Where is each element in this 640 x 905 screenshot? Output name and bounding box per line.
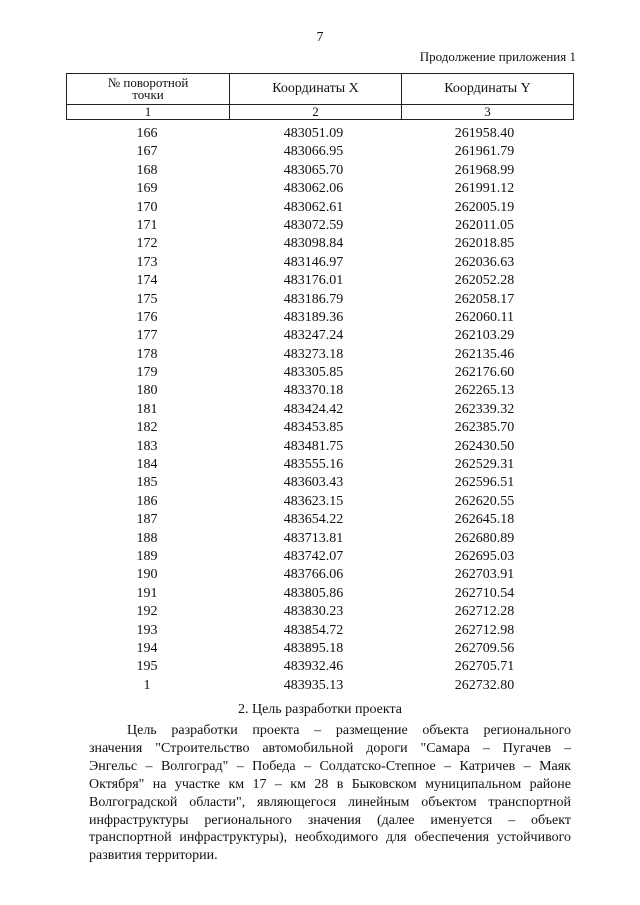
table-row — [66, 566, 570, 584]
table-row — [66, 530, 570, 548]
table-row — [66, 438, 570, 456]
point-number-cell: 173 — [136, 254, 158, 270]
page-number: 7 — [316, 30, 324, 45]
paragraph-line: транспортной инфраструктуры), необходимого для обеспечения устойчивого — [89, 830, 571, 846]
coordinate-x-cell: 483766.06 — [283, 567, 344, 583]
point-number-cell: 168 — [136, 162, 158, 178]
point-number-cell: 171 — [136, 217, 158, 233]
coordinate-x-cell: 483370.18 — [283, 383, 344, 399]
paragraph-line: развития территории. — [89, 848, 218, 864]
coordinate-y-cell: 262005.19 — [454, 199, 515, 215]
coordinate-x-cell: 483713.81 — [283, 530, 344, 546]
coordinate-y-cell: 261991.12 — [454, 181, 515, 197]
table-row — [66, 143, 570, 161]
coordinate-y-cell: 262712.98 — [454, 622, 515, 638]
coordinate-x-cell: 483805.86 — [283, 585, 344, 601]
table-row — [66, 493, 570, 511]
point-number-cell: 175 — [136, 291, 158, 307]
coordinates-table-body — [66, 125, 570, 695]
coordinate-x-cell: 483062.06 — [283, 181, 344, 197]
coordinate-x-cell: 483189.36 — [283, 309, 344, 325]
coordinate-y-cell: 262620.55 — [454, 493, 515, 509]
table-row — [66, 401, 570, 419]
paragraph-line: Октября" на участке км 17 – км 28 в Быковском муниципальном районе — [89, 776, 571, 792]
table-row — [66, 235, 570, 253]
coordinate-x-cell: 483654.22 — [283, 512, 344, 528]
table-row — [66, 254, 570, 272]
coordinate-y-cell: 261961.79 — [454, 144, 515, 160]
table-row — [66, 364, 570, 382]
paragraph-line: значения "Строительство автомобильной дороги "Самара – Пугачев – — [89, 740, 571, 756]
table-row — [66, 640, 570, 658]
table-row — [66, 125, 570, 143]
table-row — [66, 272, 570, 290]
coordinate-y-cell: 262430.50 — [454, 438, 515, 454]
coordinate-y-cell: 262060.11 — [455, 309, 514, 325]
point-number-cell: 170 — [136, 199, 158, 215]
coordinate-x-cell: 483051.09 — [283, 126, 344, 141]
table-row — [66, 511, 570, 529]
point-number-cell: 189 — [136, 548, 158, 564]
point-number-cell: 179 — [136, 365, 158, 381]
coordinate-y-cell: 262709.56 — [454, 640, 515, 656]
coordinate-y-cell: 262385.70 — [454, 420, 515, 436]
coordinate-x-cell: 483603.43 — [283, 475, 344, 491]
coordinate-y-cell: 262710.54 — [454, 585, 515, 601]
section-paragraph — [89, 722, 571, 865]
appendix-continuation-label: Продолжение приложения 1 — [419, 49, 576, 64]
coordinate-y-cell: 262705.71 — [454, 659, 515, 675]
coordinate-y-cell: 262712.28 — [454, 604, 515, 620]
point-number-cell: 191 — [136, 585, 158, 601]
coordinate-x-cell: 483247.24 — [283, 328, 344, 344]
coordinate-x-cell: 483932.46 — [283, 659, 344, 675]
coordinate-x-cell: 483854.72 — [283, 622, 344, 638]
coordinate-y-cell: 262529.31 — [454, 457, 515, 473]
coordinate-y-cell: 262265.13 — [454, 383, 515, 399]
table-row — [66, 474, 570, 492]
column-number-2: 2 — [230, 105, 402, 120]
table-row — [66, 217, 570, 235]
table-row — [66, 180, 570, 198]
coordinate-x-cell: 483065.70 — [283, 162, 344, 178]
coordinate-y-cell: 262645.18 — [454, 512, 515, 528]
point-number-cell: 169 — [136, 181, 158, 197]
coordinate-x-cell: 483481.75 — [283, 438, 344, 454]
point-number-cell: 192 — [136, 604, 158, 620]
coordinate-x-cell: 483072.59 — [283, 217, 344, 233]
paragraph-line: Энгельс – Волгоград" – Победа – Солдатско-Степное – Катричев – Маяк — [89, 758, 571, 774]
point-number-cell: 178 — [136, 346, 158, 362]
header-point-number — [67, 74, 230, 105]
coordinate-y-cell: 262596.51 — [454, 475, 515, 491]
point-number-cell: 167 — [136, 144, 158, 160]
coordinate-x-cell: 483273.18 — [283, 346, 344, 362]
coordinate-y-cell: 261958.40 — [454, 126, 515, 141]
coordinate-y-cell: 262011.05 — [455, 217, 514, 233]
point-number-cell: 185 — [136, 475, 158, 491]
table-row — [66, 585, 570, 603]
point-number-cell: 193 — [136, 622, 158, 638]
table-row — [66, 548, 570, 566]
point-number-cell: 1 — [143, 677, 151, 693]
table-row — [66, 199, 570, 217]
coordinate-x-cell: 483830.23 — [283, 604, 344, 620]
coordinate-y-cell: 262703.91 — [454, 567, 515, 583]
coordinate-x-cell: 483453.85 — [283, 420, 344, 436]
coordinate-y-cell: 262036.63 — [454, 254, 515, 270]
point-number-cell: 174 — [136, 273, 158, 289]
point-number-cell: 172 — [136, 236, 158, 252]
coordinate-y-cell: 262695.03 — [454, 548, 515, 564]
table-row — [66, 622, 570, 640]
point-number-cell: 195 — [136, 659, 158, 675]
table-row — [66, 309, 570, 327]
coordinate-y-cell: 261968.99 — [454, 162, 515, 178]
header-coordinate-x: Координаты X — [230, 74, 402, 105]
point-number-cell: 183 — [136, 438, 158, 454]
point-number-cell: 194 — [136, 640, 158, 656]
table-row — [66, 603, 570, 621]
coordinate-x-cell: 483066.95 — [283, 144, 344, 160]
point-number-cell: 188 — [136, 530, 158, 546]
coordinate-y-cell: 262339.32 — [454, 401, 515, 417]
table-row — [66, 677, 570, 695]
point-number-cell: 186 — [136, 493, 158, 509]
point-number-cell: 184 — [136, 457, 158, 473]
point-number-cell: 187 — [136, 512, 158, 528]
header-point-number-line2: точки — [132, 87, 164, 102]
table-row — [66, 419, 570, 437]
column-number-3: 3 — [402, 105, 574, 120]
table-row — [66, 456, 570, 474]
coordinate-y-cell: 262680.89 — [454, 530, 515, 546]
table-row — [66, 162, 570, 180]
paragraph-line: Цель разработки проекта – размещение объекта регионального — [127, 723, 571, 738]
point-number-cell: 177 — [136, 328, 158, 344]
coordinate-x-cell: 483146.97 — [283, 254, 344, 270]
coordinates-table-header — [66, 73, 574, 120]
coordinate-y-cell: 262103.29 — [454, 328, 515, 344]
point-number-cell: 176 — [136, 309, 158, 325]
point-number-cell: 190 — [136, 567, 158, 583]
table-row — [66, 658, 570, 676]
coordinate-x-cell: 483935.13 — [283, 677, 344, 693]
coordinate-x-cell: 483186.79 — [283, 291, 344, 307]
coordinate-x-cell: 483742.07 — [283, 548, 344, 564]
point-number-cell: 180 — [136, 383, 158, 399]
table-row — [66, 382, 570, 400]
coordinate-x-cell: 483424.42 — [283, 401, 344, 417]
coordinate-x-cell: 483098.84 — [283, 236, 344, 252]
coordinate-x-cell: 483895.18 — [283, 640, 344, 656]
coordinate-y-cell: 262135.46 — [454, 346, 515, 362]
table-row — [66, 327, 570, 345]
coordinate-x-cell: 483555.16 — [283, 457, 344, 473]
coordinate-x-cell: 483623.15 — [283, 493, 344, 509]
coordinate-x-cell: 483305.85 — [283, 365, 344, 381]
table-row — [66, 291, 570, 309]
coordinate-y-cell: 262176.60 — [454, 365, 515, 381]
point-number-cell: 181 — [136, 401, 158, 417]
column-number-1: 1 — [67, 105, 230, 120]
coordinate-y-cell: 262018.85 — [454, 236, 515, 252]
coordinate-y-cell: 262052.28 — [454, 273, 515, 289]
table-row — [66, 346, 570, 364]
section-title: 2. Цель разработки проекта — [237, 702, 402, 717]
paragraph-line: инфраструктуры регионального значения (далее именуется – объект — [89, 812, 571, 828]
paragraph-line: Волгоградской области", являющегося линейным объектом транспортной — [89, 794, 571, 810]
header-point-number-line1: № поворотной — [107, 75, 189, 90]
coordinate-x-cell: 483176.01 — [283, 273, 344, 289]
point-number-cell: 166 — [136, 126, 158, 141]
point-number-cell: 182 — [136, 420, 158, 436]
coordinate-x-cell: 483062.61 — [283, 199, 344, 215]
coordinate-y-cell: 262732.80 — [454, 677, 515, 693]
coordinate-y-cell: 262058.17 — [454, 291, 515, 307]
header-coordinate-y: Координаты Y — [402, 74, 574, 105]
